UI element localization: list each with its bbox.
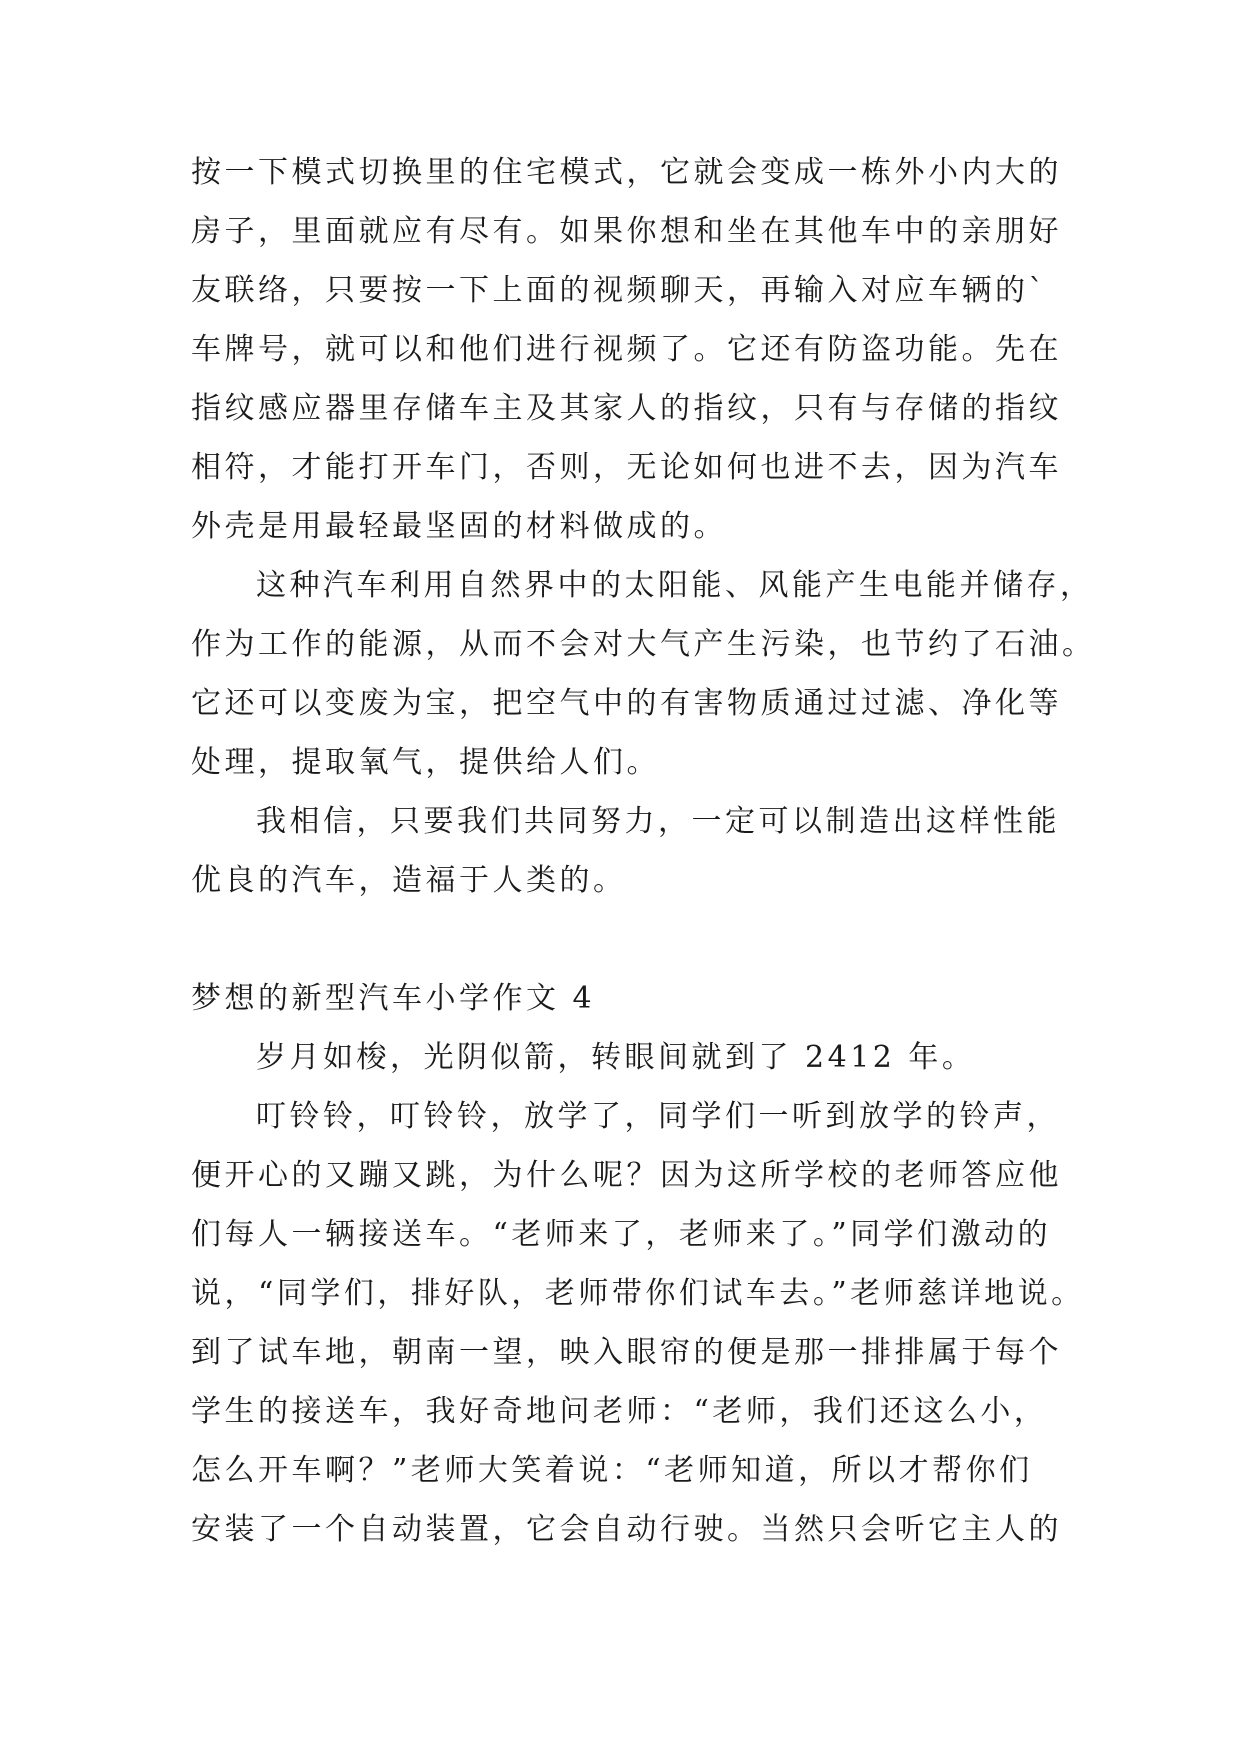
text-line: 相符，才能打开车门，否则，无论如何也进不去，因为汽车 xyxy=(191,450,1062,485)
text-line: 我相信，只要我们共同努力，一定可以制造出这样性能 xyxy=(256,804,1060,839)
text-line: 作为工作的能源，从而不会对大气产生污染，也节约了石油。 xyxy=(191,627,1096,662)
text-line: 处理，提取氧气，提供给人们。 xyxy=(191,745,660,780)
text-line: 指纹感应器里存储车主及其家人的指纹，只有与存储的指纹 xyxy=(191,391,1062,426)
text-line: 怎么开车啊？”老师大笑着说：“老师知道，所以才帮你们 xyxy=(191,1453,1033,1488)
text-line: 外壳是用最轻最坚固的材料做成的。 xyxy=(191,509,727,544)
text-line: 说，“同学们，排好队，老师带你们试车去。”老师慈详地说。 xyxy=(191,1276,1085,1311)
text-line: 们每人一辆接送车。“老师来了，老师来了。”同学们激动的 xyxy=(191,1217,1052,1252)
text-line: 便开心的又蹦又跳，为什么呢？因为这所学校的老师答应他 xyxy=(191,1158,1062,1193)
text-line: 友联络，只要按一下上面的视频聊天，再输入对应车辆的` xyxy=(191,273,1047,308)
text-line: 车牌号，就可以和他们进行视频了。它还有防盗功能。先在 xyxy=(191,332,1062,367)
text-line: 岁月如梭，光阴似箭，转眼间就到了 2412 年。 xyxy=(256,1040,976,1075)
text-line: 按一下模式切换里的住宅模式，它就会变成一栋外小内大的 xyxy=(191,155,1062,190)
text-line: 学生的接送车，我好奇地问老师：“老师，我们还这么小， xyxy=(191,1394,1048,1429)
text-line: 优良的汽车，造福于人类的。 xyxy=(191,863,627,898)
text-line: 安装了一个自动装置，它会自动行驶。当然只会听它主人的 xyxy=(191,1512,1062,1547)
section-heading: 梦想的新型汽车小学作文 4 xyxy=(191,981,596,1016)
text-line: 叮铃铃，叮铃铃，放学了，同学们一听到放学的铃声， xyxy=(256,1099,1060,1134)
text-line: 房子，里面就应有尽有。如果你想和坐在其他车中的亲朋好 xyxy=(191,214,1062,249)
text-line: 这种汽车利用自然界中的太阳能、风能产生电能并储存， xyxy=(256,568,1094,603)
text-line: 它还可以变废为宝，把空气中的有害物质通过过滤、净化等 xyxy=(191,686,1062,721)
text-line: 到了试车地，朝南一望，映入眼帘的便是那一排排属于每个 xyxy=(191,1335,1062,1370)
